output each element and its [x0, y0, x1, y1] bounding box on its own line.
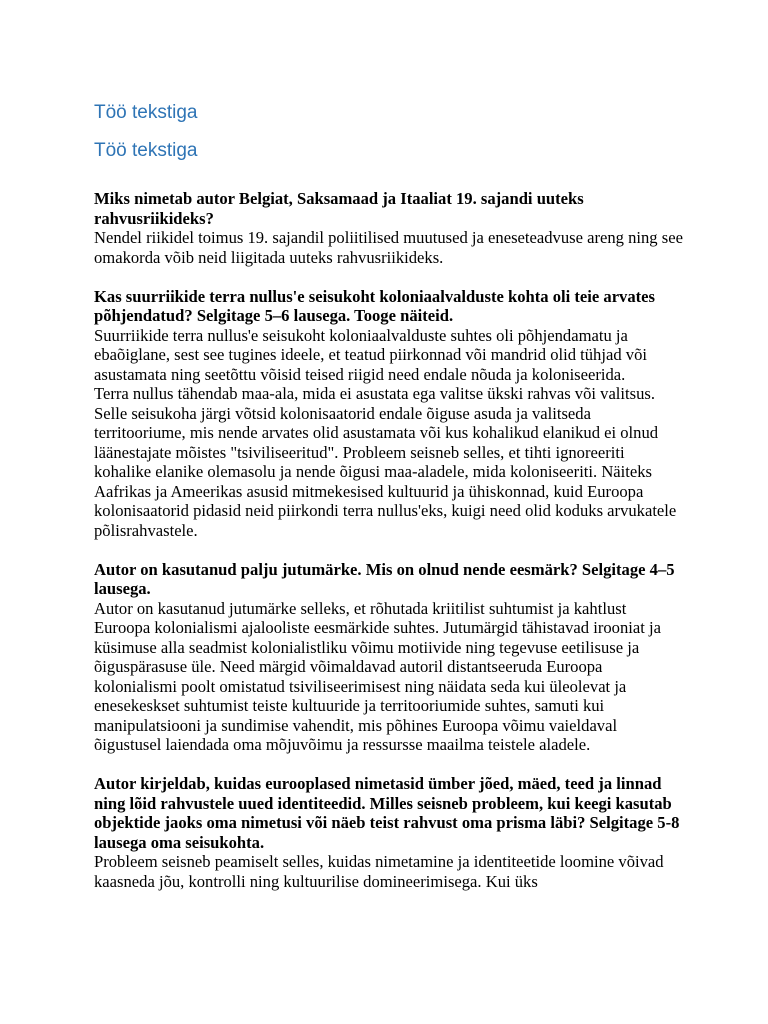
question-text: Miks nimetab autor Belgiat, Saksamaad ja Itaaliat 19. sajandi uuteks rahvusriikideks?: [94, 189, 584, 228]
answer-paragraph: Nendel riikidel toimus 19. sajandil poliitilised muutused ja eneseteadvuse areng ning see omakorda võib neid liigitada uuteks rahvusriikideks.: [94, 228, 683, 267]
qa-block: [94, 774, 684, 891]
section-heading: Töö tekstiga: [94, 140, 198, 161]
answer-paragraph: Probleem seisneb peamiselt selles, kuidas nimetamine ja identiteetide loomine võivad kaasneda jõu, kontrolli ning kultuurilise domineerimisega. Kui üks: [94, 852, 664, 891]
answer-paragraph: Suurriikide terra nullus'e seisukoht koloniaalvalduste suhtes oli põhjendamatu ja ebaõiglane, sest see tugines ideele, et teatud piirkonnad või mandrid olid tühjad või asustamata ning seetõttu võisid teised riigid need endale nõuda ja koloniseerida.: [94, 325, 647, 384]
question-text: Kas suurriikide terra nullus'e seisukoht koloniaalvalduste kohta oli teie arvates põhjendatud? Selgitage 5–6 lausega. Tooge näiteid.: [94, 286, 656, 325]
qa-block: [94, 560, 684, 755]
section-heading: Töö tekstiga: [94, 102, 198, 123]
document-body: [94, 189, 684, 911]
question-text: Autor kirjeldab, kuidas eurooplased nimetasid ümber jõed, mäed, teed ja linnad ning lõid rahvustele uued identiteedid. Milles seisneb probleem, kui keegi kasutab objektide jaoks oma nimetusi või näeb teist rahvust oma prisma läbi? Selgitage 5-8 lausega oma seisukohta.: [94, 774, 680, 852]
qa-block: [94, 287, 684, 541]
answer-paragraph: Autor on kasutanud jutumärke selleks, et rõhutada kriitilist suhtumist ja kahtlust Euroopa kolonialismi ajalooliste eesmärkide suhtes. Jutumärgid tähistavad irooniat ja küsimuse alla seadmist kolonialistliku võimu motiivide ning tegevuse eetilisuse ja õiguspärasuse üle. Need märgid võimaldavad autoril distantseeruda Euroopa kolonialismi poolt omistatud tsiviliseerimisest ning näidata seda kui üleolevat ja enesekeskset suhtumist teiste kultuuride ja territooriumide suhtes, samuti kui manipulatsiooni ja sundimise vahendit, mis põhines Euroopa võimu vaieldaval õigustusel laiendada oma mõjuvõimu ja ressursse maailma teistele aladele.: [94, 598, 661, 754]
answer-paragraph: Terra nullus tähendab maa-ala, mida ei asustata ega valitse ükski rahvas või valitsus. Selle seisukoha järgi võtsid kolonisaatorid endale õiguse asuda ja valitseda territooriume, mis nende arvates olid asustamata või kus kohalikud elanikud ei olnud läänestajate mõistes "tsiviliseeritud". Probleem seisneb selles, et tihti ignoreeriti kohalike elanike olemasolu ja nende õigusi maa-aladele, mida koloniseeriti. Näiteks Aafrikas ja Ameerikas asusid mitmekesised kultuurid ja ühiskonnad, kuid Euroopa kolonisaatorid pidasid neid piirkondi terra nullus'eks, kuigi need olid koduks arvukatele põlisrahvastele.: [94, 384, 677, 540]
qa-block: [94, 189, 684, 267]
question-text: Autor on kasutanud palju jutumärke. Mis on olnud nende eesmärk? Selgitage 4–5 lausega.: [94, 559, 675, 598]
